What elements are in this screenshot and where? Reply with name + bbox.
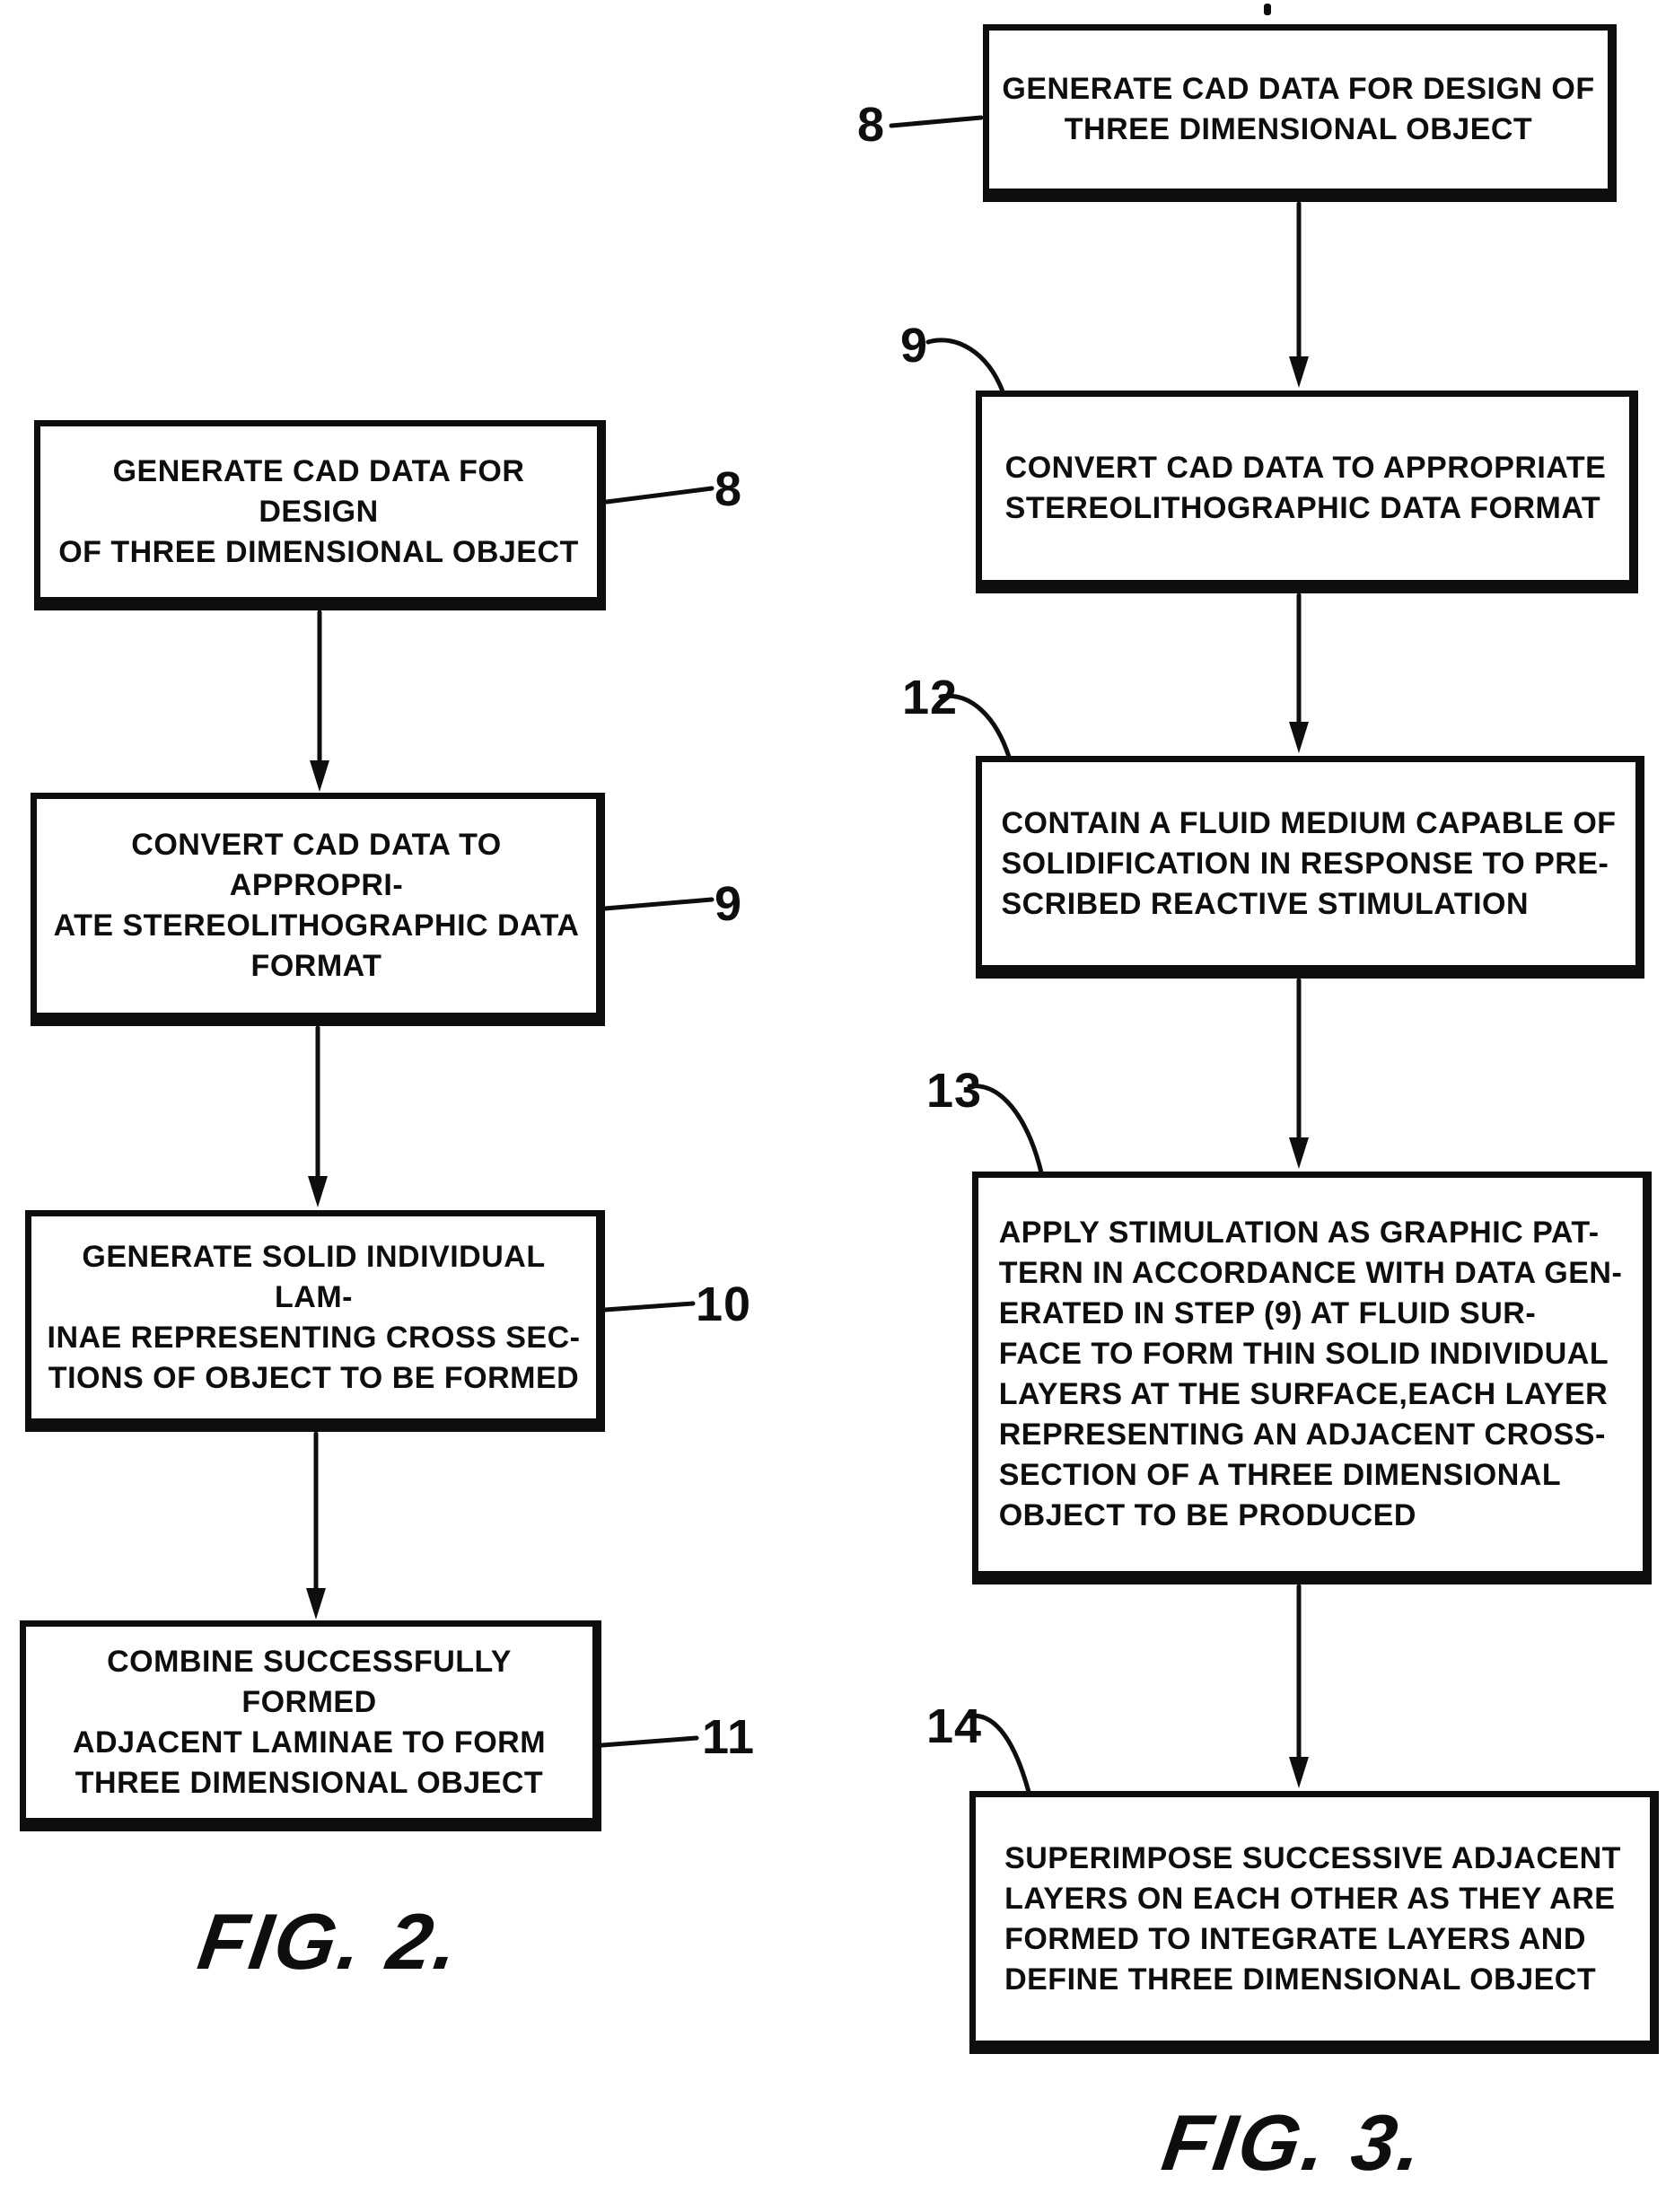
ref-numeral-11-fig2: 11	[702, 1710, 756, 1764]
flow-box-text: GENERATE SOLID INDIVIDUAL LAM- INAE REPRESENTING CROSS SEC- TIONS OF OBJECT TO BE FORMED	[47, 1239, 581, 1395]
flow-box-text: CONVERT CAD DATA TO APPROPRIATE STEREOLITHOGRAPHIC DATA FORMAT	[1004, 451, 1607, 525]
flow-box-text: GENERATE CAD DATA FOR DESIGN OF THREE DIMENSIONAL OBJECT	[58, 453, 579, 569]
arrowhead-icon	[1289, 1757, 1309, 1788]
ref-numeral-10-fig2: 10	[696, 1277, 752, 1331]
flow-box-generate-cad-fig3	[983, 24, 1617, 202]
arrowhead-icon	[1289, 1137, 1309, 1169]
leader-line-ref-9-fig2	[605, 900, 712, 908]
flow-box-apply-stimulation-fig3	[972, 1172, 1652, 1584]
arrowhead-icon	[310, 760, 329, 792]
flow-box-text: CONTAIN A FLUID MEDIUM CAPABLE OF SOLIDIFICATION IN RESPONSE TO PRE- SCRIBED REACTIVE STIMULATION	[1001, 805, 1617, 921]
arrowhead-icon	[308, 1176, 328, 1207]
ref-numeral-9-fig3: 9	[900, 319, 929, 373]
flow-box-superimpose-layers-fig3	[969, 1791, 1659, 2054]
ref-numeral-9-fig2: 9	[715, 877, 743, 931]
leader-line-ref-11-fig2	[602, 1738, 697, 1745]
leader-line-ref-9-fig3	[928, 340, 1003, 391]
ref-numeral-8-fig3: 8	[857, 98, 886, 152]
leader-line-ref-8-fig3	[891, 118, 981, 126]
figure-caption-fig2: FIG. 2.	[193, 1897, 466, 1986]
flow-box-text: GENERATE CAD DATA FOR DESIGN OF THREE DIMENSIONAL OBJECT	[1002, 72, 1595, 146]
flow-box-generate-cad-fig2	[34, 420, 606, 610]
arrowhead-icon	[306, 1588, 326, 1620]
leader-line-ref-8-fig2	[607, 488, 712, 502]
flow-box-text: SUPERIMPOSE SUCCESSIVE ADJACENT LAYERS ON EACH OTHER AS THEY ARE FORMED TO INTEGRATE LAYERS AND DEFINE THREE DIMENSIONAL OBJECT	[1004, 1840, 1621, 1997]
flow-box-convert-cad-fig3	[976, 391, 1638, 593]
flow-box-text: COMBINE SUCCESSFULLY FORMED ADJACENT LAMINAE TO FORM THREE DIMENSIONAL OBJECT	[72, 1644, 547, 1800]
ref-numeral-8-fig2: 8	[715, 462, 743, 516]
arrowhead-icon	[1289, 356, 1309, 388]
flow-box-text: APPLY STIMULATION AS GRAPHIC PAT- TERN IN ACCORDANCE WITH DATA GEN- ERATED IN STEP (9) AT FLUID SUR- FACE TO FORM THIN SOLID INDIVIDUAL LAYERS AT THE SURFACE,EACH LAYER REPRESENTING AN ADJACENT CROSS- SECTION OF A THREE DIMENSIONAL OBJECT TO BE PRODUCED	[998, 1216, 1623, 1532]
ref-numeral-14-fig3: 14	[926, 1699, 983, 1753]
ref-numeral-12-fig3: 12	[902, 671, 959, 724]
flow-box-convert-cad-fig2	[31, 793, 605, 1026]
ref-numeral-13-fig3: 13	[926, 1064, 983, 1118]
flow-box-text: CONVERT CAD DATA TO APPROPRI- ATE STEREOLITHOGRAPHIC DATA FORMAT	[53, 828, 580, 983]
figure-caption-fig3: FIG. 3.	[1157, 2098, 1430, 2187]
leader-line-ref-10-fig2	[605, 1304, 693, 1310]
flow-box-generate-laminae-fig2	[25, 1210, 605, 1432]
flow-box-combine-laminae-fig2	[20, 1620, 601, 1831]
arrowhead-icon	[1289, 722, 1309, 753]
stray-scan-mark	[1264, 4, 1271, 15]
flow-box-contain-fluid-fig3	[976, 756, 1644, 979]
